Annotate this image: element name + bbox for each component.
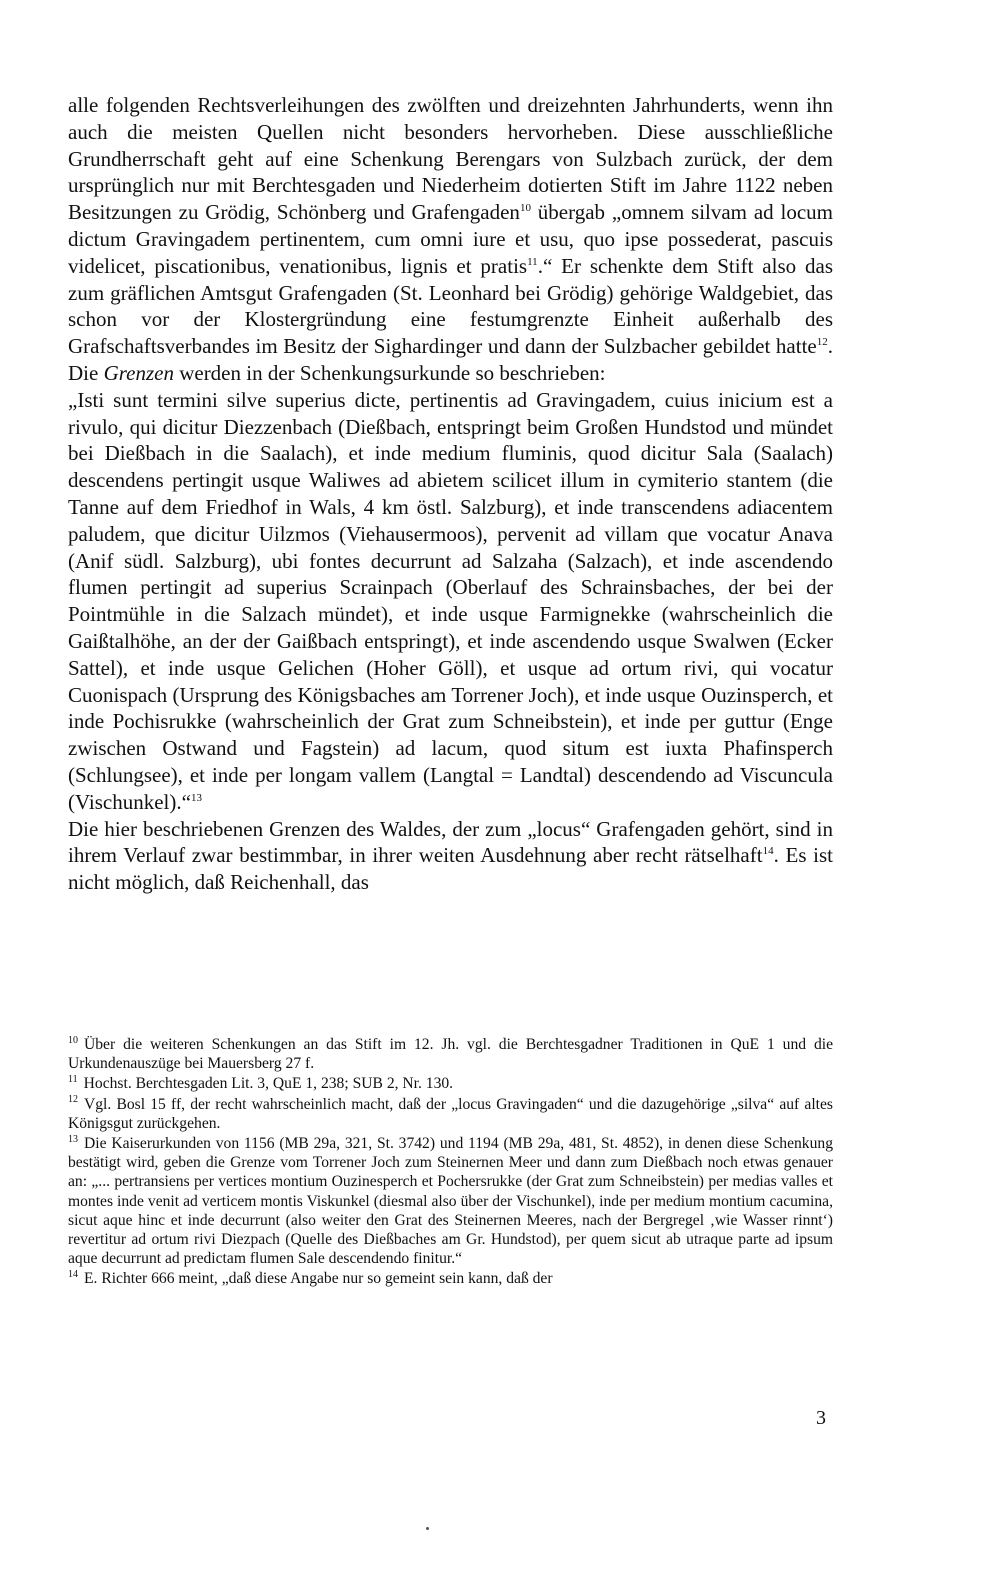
- footnote-mark: 12: [68, 1094, 78, 1106]
- paragraph-2: [68, 816, 833, 896]
- footnote-10: [68, 1035, 833, 1073]
- footnote-ref-14: 14: [762, 845, 774, 858]
- footnote-11: [68, 1074, 833, 1093]
- footnote-ref-13: 13: [190, 791, 202, 804]
- paragraph-1-part-a: alle folgenden Rechtsverleihungen des zwölften und dreizehnten Jahrhunderts, wenn ihn auch die meisten Quellen nicht besonders hervorheben. Diese ausschließliche Grundherrschaft geht auf eine Schenkung Berengars von Sulzbach zurück, der dem ursprünglich nur mit Berchtesgaden und Niederheim dotierten Stift im Jahre 1122 neben Besitzungen zu Grödig, Schönberg und Grafengaden: [68, 93, 833, 225]
- charter-quotation: [68, 387, 833, 816]
- footnote-mark: 13: [68, 1133, 78, 1145]
- footnote-ref-11: 11: [527, 255, 538, 268]
- main-text-block: [68, 92, 833, 896]
- quotation-text: „Isti sunt termini silve superius dicte, pertinentis ad Gravingadem, cuius inicium est a rivulo, qui dicitur Diezzenbach (Dießbach, entspringt beim Großen Hundstod und mündet bei Dießbach in die Saalach), et inde medium fluminis, quod dicitur Sala (Saalach) descendens pertingit usque Waliwes ad abietem scilicet illum in cymiterio stantem (die Tanne auf dem Friedhof in Wals, 4 km östl. Salzburg), et inde transcendens adiacentem paludem, que dicitur Uilzmos (Viehausermoos), pervenit ad villam que vocatur Anava (Anif südl. Salzburg), ubi fontes decurrunt ad Salzaha (Salzach), et inde ascendendo flumen pertingit ad superius Scrainpach (Oberlauf des Schrainsbaches, der bei der Pointmühle in die Salzach mündet), et inde usque Farmignekke (wahrscheinlich die Gaißtalhöhe, an der der Gaißbach entspringt), et inde ascendendo usque Swalwen (Ecker Sattel), et inde usque Gelichen (Hoher Göll), et usque ad ortum rivi, qui vocatur Cuonispach (Ursprung des Königsbaches am Torrener Joch), et inde usque Ouzinsperch, et inde Pochisrukke (wahrscheinlich der Grat zum Schneibstein), et inde per guttur (Enge zwischen Ostwand und Fagstein) ad lacum, quod situm est iuxta Phafinsperch (Schlungsee), et inde per longam vallem (Langtal = Landtal) descendendo ad Viscuncula (Vischunkel).“: [68, 387, 833, 814]
- paragraph-2-part-b: . Es ist nicht möglich, daß Reichenhall, das: [68, 843, 833, 895]
- page-number: 3: [816, 1407, 826, 1429]
- paragraph-1-part-b: übergab „omnem silvam ad locum dictum Gravingadem pertinentem, cum omni iure et usu, quo ipse possederat, pascuis videlicet, piscationibus, venationibus, lignis et pratis: [68, 200, 833, 278]
- paragraph-1: [68, 92, 833, 387]
- paragraph-1-part-c: .“ Er schenkte dem Stift also das zum gräflichen Amtsgut Grafengaden (St. Leonhard bei Grödig) gehörige Waldgebiet, das schon vor der Klostergründung eine festumgrenzte Einheit außerhalb des Grafschaftsverbandes im Besitz der Sighardinger und dann der Sulzbacher gebildet hatte: [68, 253, 833, 359]
- footnote-ref-12: 12: [816, 336, 828, 349]
- body-text: [68, 92, 833, 896]
- footnote-ref-10: 10: [519, 202, 531, 215]
- footnote-text: Über die weiteren Schenkungen an das Stift im 12. Jh. vgl. die Berchtesgadner Traditionen in QuE 1 und die Urkundenauszüge bei Mauersberg 27 f.: [68, 1036, 833, 1073]
- footnote-mark: 14: [68, 1269, 78, 1281]
- footnote-14: [68, 1269, 833, 1288]
- footnote-12: [68, 1095, 833, 1133]
- paragraph-1-part-d: . Die: [68, 334, 833, 385]
- footnote-mark: 10: [68, 1034, 78, 1046]
- paragraph-1-part-e: werden in der Schenkungsurkunde so beschrieben:: [173, 360, 606, 385]
- footnote-text: Vgl. Bosl 15 ff, der recht wahrscheinlich macht, daß der „locus Gravingaden“ und die dazugehörige „silva“ auf altes Königsgut zurückgehen.: [68, 1095, 833, 1132]
- footnote-text: Die Kaiserurkunden von 1156 (MB 29a, 321, St. 3742) und 1194 (MB 29a, 481, St. 4852), in denen diese Schenkung bestätigt wird, geben die Grenze vom Torrener Joch zum Steinernen Meer und dann zum Dießbach noch etwas genauer an: „... pertransiens per vertices montium Ouzinesperch et Pochersrukke (der Grat zum Schneibstein) per medias valles et montes inde venit ad verticem montis Viskunkel (diesmal also über der Vischunkel), inde per medium montium cacumina, sicut aque hinc et inde decurrunt (also weiter den Grat des Steinernen Meeres, nach der Bergregel ‚wie Wasser rinnt‘) revertitur ad ortum rivi Diezpach (Quelle des Dießbaches am Gr. Hundstod), per quem sicut ab utraque parte ad ipsum aque decurrunt ad predictam flumen Sale descendendo finitur.“: [68, 1135, 833, 1268]
- scan-speck: [426, 1527, 429, 1530]
- footnote-text: Hochst. Berchtesgaden Lit. 3, QuE 1, 238; SUB 2, Nr. 130.: [83, 1075, 454, 1093]
- footnote-text: E. Richter 666 meint, „daß diese Angabe nur so gemeint sein kann, daß der: [84, 1270, 553, 1288]
- footnotes: [68, 1035, 833, 1290]
- paragraph-2-part-a: Die hier beschriebenen Grenzen des Waldes, der zum „locus“ Grafengaden gehört, sind in ihrem Verlauf zwar bestimmbar, in ihrer weiten Ausdehnung aber recht rätselhaft: [68, 816, 833, 868]
- footnote-mark: 11: [68, 1074, 78, 1086]
- footnote-13: [68, 1134, 833, 1268]
- emphasis-grenzen: Grenzen: [103, 360, 174, 385]
